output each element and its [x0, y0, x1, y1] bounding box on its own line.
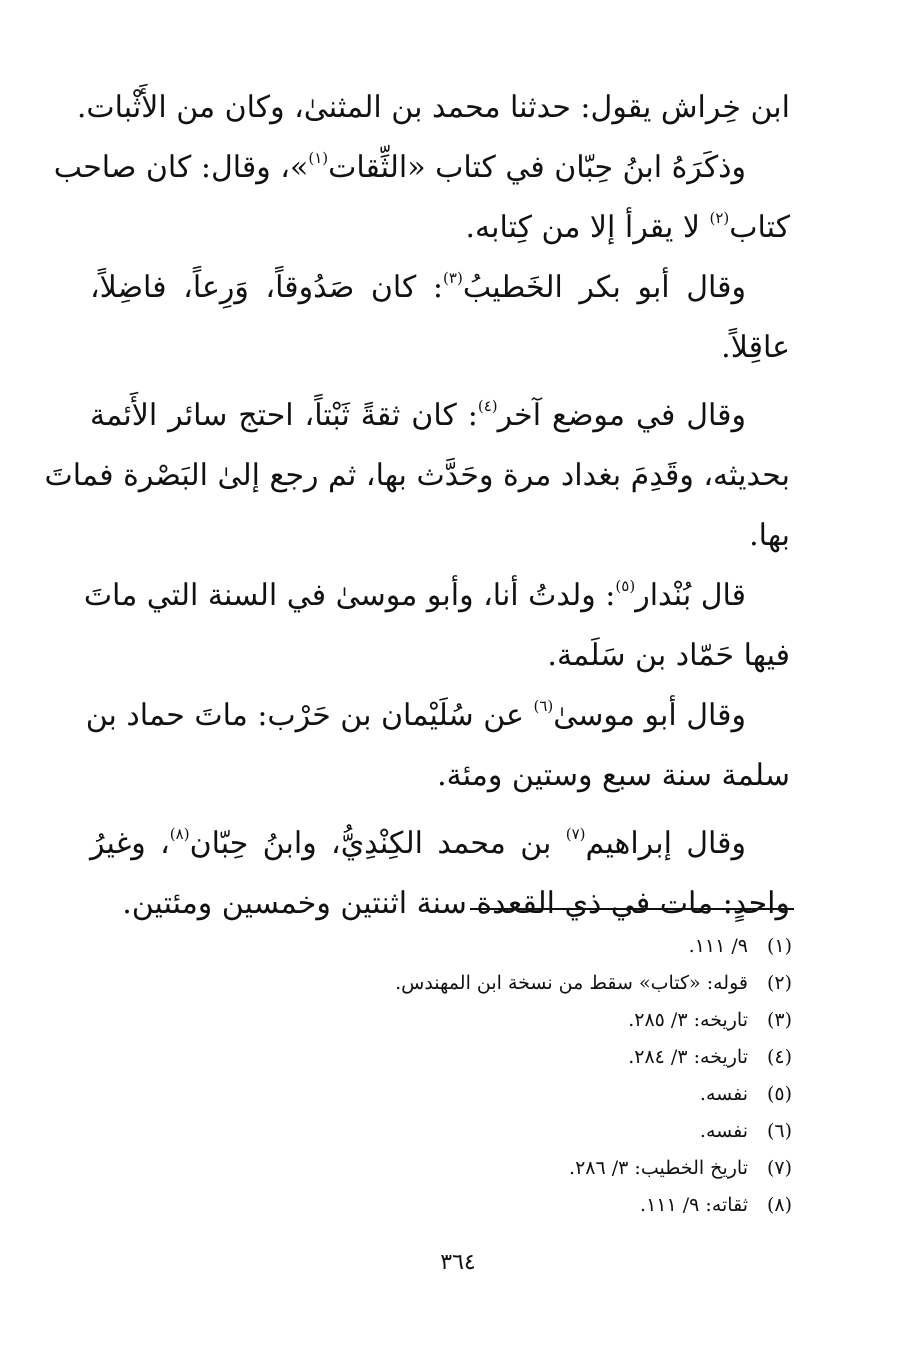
text-line: سلمة سنة سبع وستين ومئة. [437, 758, 790, 793]
text-line: فيها حَمّاد بن سَلَمة. [547, 638, 790, 673]
footnote-text: تاريخ الخطيب: ٣/ ٢٨٦. [569, 1157, 748, 1179]
text-line: واحدٍ: مات في ذي القعدة سنة اثنتين وخمسين ومئتين. [122, 886, 790, 921]
footnotes [232, 928, 792, 1224]
text-line: وذكَرَهُ ابنُ حِبّان في كتاب «الثِّقات$^{(١)}$»، وقال: كان صاحب [53, 149, 746, 185]
footnote-item [232, 1076, 792, 1113]
footnote-item [232, 1113, 792, 1150]
footnote-item [232, 1039, 792, 1076]
footnote-text: قوله: «كتاب» سقط من نسخة ابن المهندس. [395, 972, 748, 994]
footnote-ref: (٣) [443, 269, 463, 287]
footnote-number: (٢) [766, 972, 792, 994]
footnote-number: (٣) [766, 1009, 792, 1031]
text-line: وقال إبراهيم$^{(٧)}$ بن محمد الكِنْدِيُّ، وابنُ حِبّان$^{(٨)}$، وغيرُ [90, 825, 747, 861]
footnote-ref: (٥) [615, 577, 636, 595]
text-line: ابن خِراش يقول: حدثنا محمد بن المثنىٰ، وكان من الأَثْبات. [76, 90, 790, 125]
footnote-text: ثقاته: ٩/ ١١١. [640, 1194, 748, 1216]
footnote-divider [470, 908, 794, 910]
text-line: عاقِلاً. [721, 330, 790, 365]
main-text [44, 78, 790, 934]
footnote-ref: (١) [308, 149, 329, 167]
footnote-item [232, 928, 792, 965]
footnote-ref: (٧) [565, 825, 586, 843]
footnote-text: نفسه. [699, 1083, 748, 1105]
footnote-number: (٧) [766, 1157, 792, 1179]
text-line: بها. [749, 518, 790, 553]
footnote-item [232, 1187, 792, 1224]
text-line: قال بُنْدار$^{(٥)}$: ولدتُ أنا، وأبو موسىٰ في السنة التي ماتَ [83, 577, 746, 613]
text-line: كتاب$^{(٢)}$ لا يقرأ إلا من كِتابه. [465, 209, 790, 245]
footnote-item [232, 1002, 792, 1039]
footnote-ref: (٤) [477, 397, 498, 415]
footnote-text: ٩/ ١١١. [688, 935, 748, 957]
text-line: وقال أبو موسىٰ$^{(٦)}$ عن سُلَيْمان بن حَرْب: ماتَ حماد بن [85, 697, 746, 733]
footnote-text: تاريخه: ٣/ ٢٨٤. [628, 1046, 748, 1068]
footnote-number: (٤) [766, 1046, 792, 1068]
text-line: وقال أبو بكر الخَطيبُ$^{(٣)}$: كان صَدُوقاً، وَرِعاً، فاضِلاً، [90, 269, 746, 305]
footnote-ref: (٦) [533, 697, 554, 715]
footnote-text: نفسه. [699, 1120, 748, 1142]
footnote-ref: (٨) [169, 825, 190, 843]
footnote-text: تاريخه: ٣/ ٢٨٥. [628, 1009, 748, 1031]
text-line: بحديثه، وقَدِمَ بغداد مرة وحَدَّث بها، ثم رجع إلىٰ البَصْرة فماتَ [44, 458, 790, 493]
footnote-number: (٥) [766, 1083, 792, 1105]
footnote-number: (٨) [766, 1194, 792, 1216]
text-line: وقال في موضع آخر$^{(٤)}$: كان ثقةً ثَبْتاً، احتج سائر الأَئمة [90, 397, 746, 433]
footnote-item [232, 1150, 792, 1187]
footnote-ref: (٢) [709, 209, 730, 227]
footnote-item [232, 965, 792, 1002]
footnote-number: (١) [766, 935, 792, 957]
footnote-number: (٦) [766, 1120, 792, 1142]
page-number: ٣٦٤ [440, 1250, 476, 1275]
